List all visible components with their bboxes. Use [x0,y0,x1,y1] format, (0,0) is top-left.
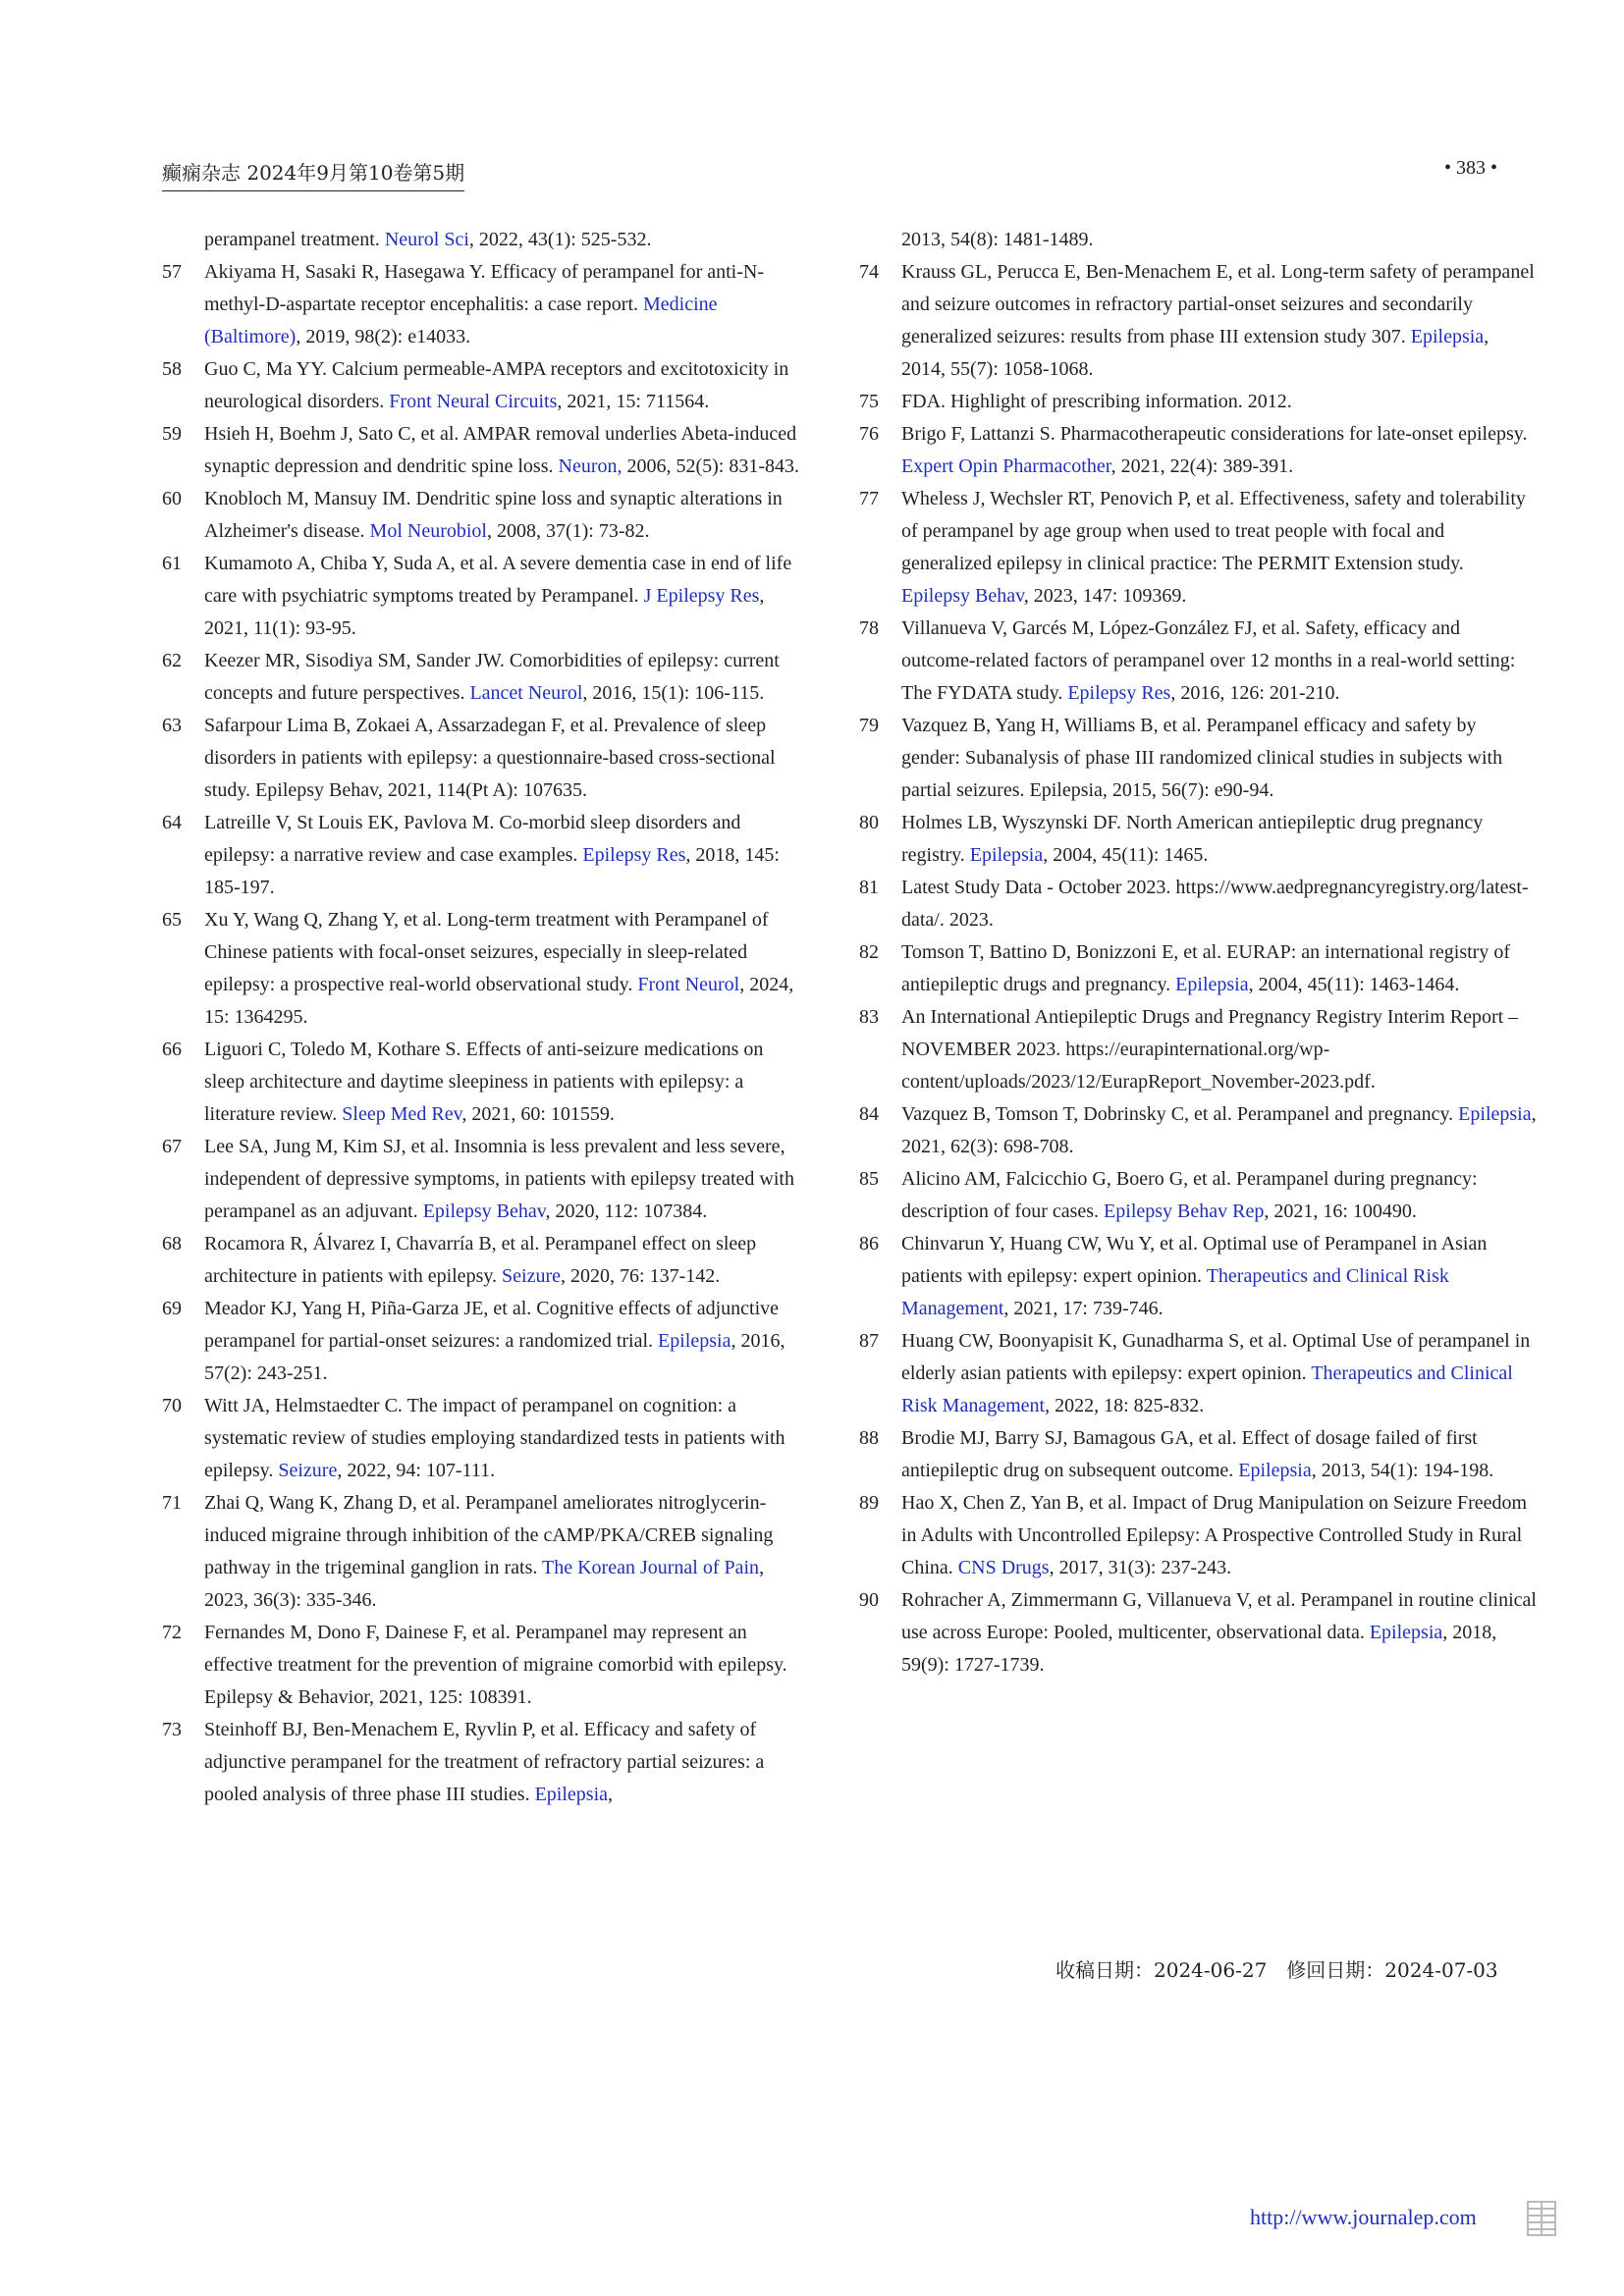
reference-citation: , 2022, 94: 107-111. [337,1460,496,1481]
reference-number: 81 [859,877,879,898]
reference-citation: , 2004, 45(11): 1465. [1043,844,1209,866]
reference-number: 72 [162,1622,182,1643]
reference-body [204,1034,800,1131]
reference-citation: , 2014, 55(7): 1058-1068. [901,326,1489,380]
reference-text: Meador KJ, Yang H, Piña-Garza JE, et al. Cognitive effects of adjunctive perampanel for partial-onset seizures: a randomized trial. [204,1298,780,1352]
reference-text: An International Antiepileptic Drugs and Pregnancy Registry Interim Report – NOVEMBER 2023. https://eurapinternational.org/wp-content/uploads/2023/12/EurapReport_November-2023.pdf. [901,1006,1519,1093]
page-number: • 383 • [1443,157,1497,179]
reference-entry [162,710,800,807]
reference-body [901,418,1537,483]
reference-text: Knobloch M, Mansuy IM. Dendritic spine loss and synaptic alterations in Alzheimer's disease. [204,488,783,542]
reference-body [901,256,1537,386]
page-header [162,157,1497,190]
reference-number: 74 [859,261,879,283]
reference-body [204,1617,800,1714]
reference-entry [859,1228,1537,1325]
reference-entry [162,483,800,548]
reference-entry [859,386,1537,418]
journal-link[interactable]: Sleep Med Rev [342,1103,462,1125]
reference-body [901,710,1537,807]
reference-number: 58 [162,358,182,380]
reference-entry [859,807,1537,872]
reference-text: Xu Y, Wang Q, Zhang Y, et al. Long-term treatment with Perampanel of Chinese patients with focal-onset seizures, especially in sleep-related epilepsy: a prospective real-world observational study. [204,909,769,995]
reference-body [901,1001,1537,1098]
reference-number: 70 [162,1395,182,1416]
reference-number: 69 [162,1298,182,1319]
reference-body [204,483,800,548]
reference-body [901,1584,1537,1682]
reference-body [901,386,1537,418]
reference-entry [162,1034,800,1131]
reference-number: 84 [859,1103,879,1125]
reference-entry [162,1487,800,1617]
received-revised-dates: 收稿日期：2024-06-27 修回日期：2024-07-03 [1056,1958,1498,1982]
journal-link[interactable]: Therapeutics and Clinical Risk Management [901,1265,1449,1319]
reference-body [204,1293,800,1390]
reference-citation: , 2021, 16: 100490. [1264,1201,1417,1222]
reference-body [901,936,1537,1001]
reference-body [901,1228,1537,1325]
reference-entry [162,1131,800,1228]
reference-body [901,807,1537,872]
journal-link[interactable]: Front Neurol [637,974,740,995]
journal-link[interactable]: Epilepsy Behav Rep [1104,1201,1265,1222]
reference-number: 88 [859,1427,879,1449]
reference-entry [859,1422,1537,1487]
reference-text: Rocamora R, Álvarez I, Chavarría B, et al. Perampanel effect on sleep architecture in patients with epilepsy. [204,1233,757,1287]
reference-citation: , [608,1784,614,1805]
reference-body [204,645,800,710]
journal-link[interactable]: CNS Drugs [957,1557,1050,1578]
reference-text: Safarpour Lima B, Zokaei A, Assarzadegan F, et al. Prevalence of sleep disorders in patients with epilepsy: a questionnaire-based cross-sectional study. Epilepsy Behav, 2021, 114(Pt A): 107635. [204,715,776,801]
journal-link[interactable]: Epilepsy Res [1067,682,1171,704]
reference-entry [859,1584,1537,1682]
reference-citation: , 2004, 45(11): 1463-1464. [1248,974,1460,995]
right-reference-column [859,224,1537,1682]
reference-text: Villanueva V, Garcés M, López-González FJ, et al. Safety, efficacy and outcome-related factors of perampanel over 12 months in a real-world setting: The FYDATA study. [901,617,1516,704]
reference-entry [859,1487,1537,1584]
reference-text: Akiyama H, Sasaki R, Hasegawa Y. Efficacy of perampanel for anti-N-methyl-D-aspartate receptor encephalitis: a case report. [204,261,764,315]
reference-number: 86 [859,1233,879,1255]
reference-citation: , 2021, 22(4): 389-391. [1110,455,1294,477]
reference-text: 2013, 54(8): 1481-1489. [901,229,1094,250]
reference-number: 82 [859,941,879,963]
reference-text: Chinvarun Y, Huang CW, Wu Y, et al. Optimal use of Perampanel in Asian patients with epilepsy: expert opinion. [901,1233,1488,1287]
reference-citation: , 2021, 15: 711564. [557,391,710,412]
reference-body [901,872,1537,936]
reference-number: 66 [162,1039,182,1060]
reference-text: Vazquez B, Tomson T, Dobrinsky C, et al. Perampanel and pregnancy. [901,1103,1459,1125]
reference-text: Brigo F, Lattanzi S. Pharmacotherapeutic considerations for late-onset epilepsy. [901,423,1528,445]
reference-body [204,1714,800,1811]
reference-citation: , 2020, 76: 137-142. [561,1265,721,1287]
reference-citation: , 2022, 43(1): 525-532. [468,229,652,250]
reference-body [204,353,800,418]
reference-body [204,1487,800,1617]
reference-text: Kumamoto A, Chiba Y, Suda A, et al. A severe dementia case in end of life care with psychiatric symptoms treated by Perampanel. [204,553,792,607]
reference-number: 76 [859,423,879,445]
reference-number: 75 [859,391,879,412]
reference-citation: , 2021, 60: 101559. [461,1103,615,1125]
journal-link[interactable]: Epilepsia [534,1784,609,1805]
journal-link[interactable]: Therapeutics and Clinical Risk Management [901,1362,1513,1416]
reference-number: 64 [162,812,182,833]
journal-link[interactable]: Epilepsy Behav [901,585,1024,607]
journal-link[interactable]: Lancet Neurol [469,682,583,704]
reference-text: Brodie MJ, Barry SJ, Bamagous GA, et al. Effect of dosage failed of first antiepileptic drug on subsequent outcome. [901,1427,1478,1481]
reference-entry [162,807,800,904]
reference-citation: , 2024, 15: 1364295. [204,974,794,1028]
reference-entry [162,418,800,483]
reference-entry [162,1390,800,1487]
reference-number: 59 [162,423,182,445]
reference-citation: , 2021, 17: 739-746. [1003,1298,1164,1319]
reference-entry [162,1617,800,1714]
reference-citation: , 2020, 112: 107384. [545,1201,708,1222]
reference-number: 65 [162,909,182,931]
reference-text: Latreille V, St Louis EK, Pavlova M. Co-morbid sleep disorders and epilepsy: a narrative review and case examples. [204,812,741,866]
journal-link[interactable]: Neurol Sci [384,229,469,250]
journal-link[interactable]: Neuron, [558,455,623,477]
reference-body [204,1131,800,1228]
journal-link[interactable]: Epilepsia [1458,1103,1532,1125]
reference-text: Vazquez B, Yang H, Williams B, et al. Perampanel efficacy and safety by gender: Subanalysis of phase III randomized clinical studies in subjects with partial seizures. Epilepsia, 2015, 56(7): e90-94. [901,715,1503,801]
reference-entry [162,548,800,645]
reference-body [204,1228,800,1293]
reference-number: 90 [859,1589,879,1611]
reference-text: Tomson T, Battino D, Bonizzoni E, et al. EURAP: an international registry of antiepileptic drugs and pregnancy. [901,941,1510,995]
reference-number: 79 [859,715,879,736]
reference-citation: , 2019, 98(2): e14033. [296,326,471,347]
reference-citation: , 2018, 59(9): 1727-1739. [901,1622,1497,1676]
journal-logo-icon [1525,2199,1558,2238]
reference-citation: , 2008, 37(1): 73-82. [486,520,650,542]
reference-number: 68 [162,1233,182,1255]
reference-body [204,256,800,353]
reference-citation: , 2023, 147: 109369. [1023,585,1187,607]
reference-entry [859,1325,1537,1422]
reference-entry [162,1714,800,1811]
reference-text: Alicino AM, Falcicchio G, Boero G, et al. Perampanel during pregnancy: description of four cases. [901,1168,1478,1222]
reference-text: Zhai Q, Wang K, Zhang D, et al. Perampanel ameliorates nitroglycerin-induced migraine through inhibition of the cAMP/PKA/CREB signaling pathway in the trigeminal ganglion in rats. [204,1492,774,1578]
reference-text: Fernandes M, Dono F, Dainese F, et al. Perampanel may represent an effective treatment for the prevention of migraine comorbid with epilepsy. Epilepsy & Behavior, 2021, 125: 108391. [204,1622,787,1708]
reference-number: 57 [162,261,182,283]
reference-text: Steinhoff BJ, Ben-Menachem E, Ryvlin P, et al. Efficacy and safety of adjunctive perampanel for the treatment of refractory partial seizures: a pooled analysis of three phase III studies. [204,1719,765,1805]
reference-entry [859,483,1537,613]
reference-citation: , 2021, 11(1): 93-95. [204,585,765,639]
reference-body [204,548,800,645]
reference-number: 77 [859,488,879,509]
reference-text: Huang CW, Boonyapisit K, Gunadharma S, et al. Optimal Use of perampanel in elderly asian patients with epilepsy: expert opinion. [901,1330,1531,1384]
reference-citation: , 2016, 15(1): 106-115. [582,682,765,704]
journal-link[interactable]: Front Neural Circuits [389,391,558,412]
reference-text: Rohracher A, Zimmermann G, Villanueva V, et al. Perampanel in routine clinical use across Europe: Pooled, multicenter, observational data. [901,1589,1537,1643]
reference-text: Krauss GL, Perucca E, Ben-Menachem E, et al. Long-term safety of perampanel and seizure outcomes in refractory partial-onset seizures and secondarily generalized seizures: results from phase III extension study 307. [901,261,1535,347]
reference-text: Holmes LB, Wyszynski DF. North American antiepileptic drug pregnancy registry. [901,812,1484,866]
reference-text: Witt JA, Helmstaedter C. The impact of perampanel on cognition: a systematic review of studies employing standardized tests in patients with epilepsy. [204,1395,785,1481]
reference-citation: , 2017, 31(3): 237-243. [1049,1557,1232,1578]
reference-citation: , 2016, 126: 201-210. [1170,682,1340,704]
reference-number: 73 [162,1719,182,1740]
journal-link[interactable]: The Korean Journal of Pain [542,1557,760,1578]
reference-body [901,1163,1537,1228]
journal-link[interactable]: J Epilepsy Res [643,585,760,607]
reference-body [901,613,1537,710]
reference-number: 62 [162,650,182,671]
reference-entry [859,936,1537,1001]
reference-continuation [162,224,800,256]
reference-number: 83 [859,1006,879,1028]
reference-body [204,710,800,807]
reference-entry [162,645,800,710]
reference-citation: , 2018, 145: 185-197. [204,844,780,898]
reference-body [204,904,800,1034]
reference-entry [859,710,1537,807]
reference-text: Wheless J, Wechsler RT, Penovich P, et al. Effectiveness, safety and tolerability of perampanel by age group when used to treat people with focal and generalized epilepsy in clinical practice: The PERMIT Extension study. [901,488,1526,574]
reference-body [204,1390,800,1487]
reference-entry [162,353,800,418]
reference-entry [859,613,1537,710]
reference-text: Guo C, Ma YY. Calcium permeable-AMPA receptors and excitotoxicity in neurological disorders. [204,358,789,412]
reference-number: 63 [162,715,182,736]
reference-entry [859,872,1537,936]
reference-entry [162,904,800,1034]
reference-body [901,483,1537,613]
reference-body [901,1422,1537,1487]
left-reference-column [162,224,800,1811]
reference-number: 80 [859,812,879,833]
reference-citation: , 2016, 57(2): 243-251. [204,1330,785,1384]
journal-link[interactable]: Epilepsia [969,844,1044,866]
reference-body [901,1325,1537,1422]
reference-number: 78 [859,617,879,639]
journal-link[interactable]: Epilepsia [1369,1622,1443,1643]
reference-entry [162,1228,800,1293]
journal-link[interactable]: Expert Opin Pharmacother [901,455,1111,477]
reference-body [901,1487,1537,1584]
reference-number: 67 [162,1136,182,1157]
reference-entry [162,1293,800,1390]
reference-citation: , 2023, 36(3): 335-346. [204,1557,765,1611]
reference-continuation [859,224,1537,256]
journal-website-link[interactable]: http://www.journalep.com [1250,2205,1477,2229]
reference-entry [859,1001,1537,1098]
reference-entry [859,418,1537,483]
reference-number: 60 [162,488,182,509]
journal-link[interactable]: Epilepsia [1238,1460,1312,1481]
reference-body [901,1098,1537,1163]
reference-citation: 2006, 52(5): 831-843. [622,455,800,477]
reference-citation: , 2021, 62(3): 698-708. [901,1103,1537,1157]
journal-link[interactable]: Seizure [278,1460,338,1481]
reference-text: Liguori C, Toledo M, Kothare S. Effects of anti-seizure medications on sleep architecture and daytime sleepiness in patients with epilepsy: a literature review. [204,1039,764,1125]
journal-link[interactable]: Seizure [502,1265,562,1287]
reference-text: Lee SA, Jung M, Kim SJ, et al. Insomnia is less prevalent and less severe, independent of depressive symptoms, in patients with epilepsy treated with perampanel as an adjuvant. [204,1136,794,1222]
reference-citation: , 2022, 18: 825-832. [1045,1395,1205,1416]
journal-link[interactable]: Epilepsia [1410,326,1485,347]
reference-text: perampanel treatment. [204,229,385,250]
reference-entry [859,1098,1537,1163]
reference-text: Hao X, Chen Z, Yan B, et al. Impact of Drug Manipulation on Seizure Freedom in Adults with Uncontrolled Epilepsy: A Prospective Controlled Study in Rural China. [901,1492,1528,1578]
reference-number: 85 [859,1168,879,1190]
reference-text: Latest Study Data - October 2023. https://www.aedpregnancyregistry.org/latest-data/. 2023. [901,877,1529,931]
reference-number: 71 [162,1492,182,1514]
journal-link[interactable]: Medicine (Baltimore) [204,294,718,347]
reference-number: 89 [859,1492,879,1514]
journal-link[interactable]: Epilepsy Behav [422,1201,546,1222]
journal-link[interactable]: Mol Neurobiol [369,520,487,542]
journal-link[interactable]: Epilepsy Res [582,844,686,866]
journal-link[interactable]: Epilepsia [658,1330,731,1352]
reference-entry [859,256,1537,386]
reference-citation: , 2013, 54(1): 194-198. [1311,1460,1494,1481]
journal-name: 癫痫杂志 2024年9月第10卷第5期 [162,157,464,191]
reference-body [204,418,800,483]
reference-entry [859,1163,1537,1228]
reference-body [204,807,800,904]
journal-link[interactable]: Epilepsia [1175,974,1249,995]
reference-number: 87 [859,1330,879,1352]
reference-text: FDA. Highlight of prescribing information. 2012. [901,391,1292,412]
reference-text: Hsieh H, Boehm J, Sato C, et al. AMPAR removal underlies Abeta-induced synaptic depression and dendritic spine loss. [204,423,797,477]
reference-number: 61 [162,553,182,574]
reference-entry [162,256,800,353]
reference-text: Keezer MR, Sisodiya SM, Sander JW. Comorbidities of epilepsy: current concepts and future perspectives. [204,650,780,704]
